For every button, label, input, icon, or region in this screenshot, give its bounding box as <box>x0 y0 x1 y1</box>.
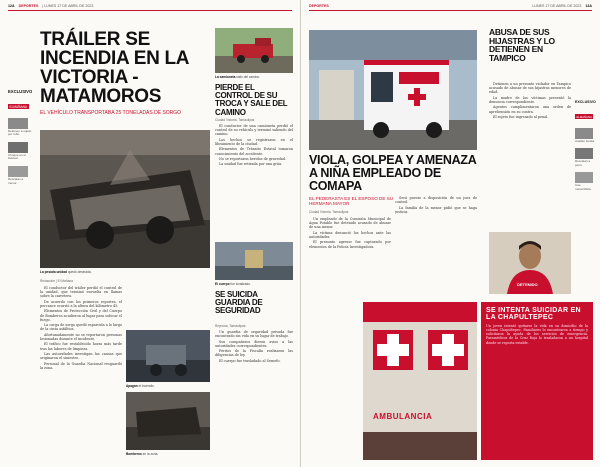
redbox-body: Un joven intentó quitarse la vida en su domicilio de la colonia Chapultepec. Familiares lo encontraron a tiempo y solicitaron la ayuda de los servicios de emergencia. Paramédicos de la Cruz Roja lo trasladaron a un hospital donde se reporta estable. <box>486 323 588 345</box>
main-photo-caption <box>40 270 210 274</box>
sidebar-item[interactable] <box>8 118 32 137</box>
pickup-headline: PIERDE EL CONTROL DE SU TROCA Y SALE DEL CAMINO <box>215 83 288 117</box>
paragraph: El sujeto fue ingresado al penal. <box>493 114 549 119</box>
abuse-article-body <box>489 82 571 227</box>
sidebar-title: EXCLUSIVO <box>575 100 596 104</box>
sidebar-thumbnail <box>575 128 593 139</box>
paragraph: El cuerpo fue trasladado al Semefo. <box>219 358 281 363</box>
paragraph: Los hechos se registraron en el libramiento de la ciudad. <box>215 137 293 146</box>
sidebar-badge: ELMAÑANA <box>576 114 592 119</box>
section-name: DEPORTES <box>18 4 39 8</box>
burned-truck-image <box>126 392 210 450</box>
paragraph: Personal de la Guardia Nacional resguardó la zona. <box>40 361 122 370</box>
firefighters-image <box>126 330 210 382</box>
paragraph: Será puesto a disposición de un juez de control. <box>395 196 477 205</box>
suicide-attempt-box <box>481 302 593 460</box>
paragraph: Elementos de Tránsito Estatal tomaron conocimiento del accidente. <box>215 147 293 156</box>
sidebar-item-text: Choque en el bulevar. <box>8 152 26 161</box>
main-byline: Redacción | El Mañana <box>40 279 73 283</box>
paragraph: La unidad fue retirada por una grúa. <box>219 162 283 167</box>
caption-text: quedó destruida. <box>67 270 92 274</box>
ambulance-night-image <box>363 302 477 460</box>
pickup-byline: Ciudad Victoria, Tamaulipas <box>215 118 255 122</box>
paragraph: La carga de sorgo quedó esparcida a lo largo de la cinta asfáltica. <box>40 323 122 332</box>
paragraph: El conductor de una camioneta perdió el control de su vehículo y terminó saliendo del camino. <box>215 124 293 137</box>
sidebar-thumbnail <box>8 166 28 177</box>
guard-photo <box>215 242 293 280</box>
paragraph: No se reportaron heridos de gravedad. <box>219 156 287 161</box>
sidebar-thumbnail <box>8 118 28 129</box>
pickup-image <box>215 28 293 73</box>
guard-byline: Reynosa, Tamaulipas <box>215 324 246 328</box>
page-date: LUNES 17 DE ABRIL DE 2023 <box>532 4 582 8</box>
main-headline: TRÁILER SE INCENDIA EN LA VICTORIA - MATAMOROS <box>40 29 189 107</box>
section-name: DEPORTES <box>309 4 329 8</box>
sidebar-item[interactable] <box>575 172 597 191</box>
main-subhead: EL VEHÍCULO TRANSPORTABA 25 TONELADAS DE SORGO <box>40 110 182 116</box>
paragraph: El conductor del tráiler perdió el control de la unidad, que terminó envuelta en llamas sobre la carretera. <box>40 286 122 299</box>
paragraph: Detienen a un presunto violador en Tampico acusado de abusar de sus hijastras menores de edad. <box>489 82 571 95</box>
truck-fire-photo <box>40 130 210 268</box>
sidebar-item[interactable] <box>8 166 32 185</box>
sidebar-title: EXCLUSIVO <box>8 89 33 94</box>
sidebar-thumbnail <box>575 148 593 159</box>
guard-caption <box>215 282 293 286</box>
small-photo-caption-1 <box>126 384 210 388</box>
page-number: 13A <box>585 4 592 8</box>
pickup-caption <box>215 75 293 79</box>
ambulance-image <box>309 30 477 150</box>
paragraph: Un guardia de seguridad privada fue encontrado sin vida en su lugar de trabajo. <box>215 330 293 339</box>
pickup-article-body <box>215 124 293 232</box>
right-page-header-left <box>309 2 329 10</box>
sidebar-item-text: Cae motociclista. <box>575 183 592 191</box>
sidebar-item-text: Rescatan a menor. <box>8 176 24 185</box>
paragraph: El presunto agresor fue capturado por elementos de la Policía Investigadora. <box>309 240 391 249</box>
paragraph: La madre de las víctimas presentó la denuncia correspondiente. <box>489 95 571 104</box>
paragraph: De acuerdo con los primeros reportes, el percance ocurrió a la altura del kilómetro 45. <box>40 299 122 308</box>
guard-image <box>215 242 293 280</box>
paragraph: Un empleado de la Comisión Municipal de Agua Potable fue detenido acusado de abusar de una menor. <box>309 217 391 230</box>
page-number: 12A <box>8 4 15 8</box>
truck-fire-image <box>40 130 210 268</box>
sidebar-item-text: Rescatan a perro. <box>575 159 591 167</box>
paragraph: Agentes cumplimentaron una orden de aprehensión en su contra. <box>489 105 571 114</box>
paragraph: Afortunadamente no se reportaron personas lesionadas durante el incidente. <box>40 332 122 341</box>
main-subhead: EL PEDERASTA ES EL ESPOSO DE SU HERMANA MAYOR <box>309 196 394 207</box>
detainee-photo <box>489 232 571 294</box>
detainee-tag: DETENIDO <box>517 282 538 287</box>
caption-text: en la zona. <box>142 452 159 456</box>
caption-text: fue localizado. <box>230 282 251 286</box>
paragraph: Elementos de Protección Civil y del Cuerpo de Bomberos acudieron al lugar para sofocar el fuego. <box>40 309 122 322</box>
redbox-title: SE INTENTA SUICIDAR EN LA CHAPULTEPEC <box>486 307 581 322</box>
left-page-header <box>8 2 93 10</box>
paragraph: La víctima denunció los hechos ante las autoridades. <box>309 230 391 239</box>
pickup-photo <box>215 28 293 73</box>
ambulance-label: AMBULANCIA <box>373 412 433 421</box>
caption-bold: El cuerpo <box>215 282 230 286</box>
paragraph: Sus compañeros dieron aviso a las autoridades correspondientes. <box>215 339 293 348</box>
sidebar-thumbnail <box>575 172 593 183</box>
sidebar-item-text: Detienen a sujeto por robo. <box>8 128 32 137</box>
sidebar-item[interactable] <box>8 142 32 161</box>
caption-bold: Bomberos <box>126 452 142 456</box>
right-page <box>300 0 600 467</box>
firefighters-photo <box>126 330 210 382</box>
sidebar-item-text: Asaltan tienda. <box>575 138 595 143</box>
header-rule <box>309 10 592 11</box>
caption-bold: Apagan <box>126 384 138 388</box>
sidebar-item[interactable] <box>575 148 597 167</box>
main-byline: Ciudad Victoria, Tamaulipas <box>309 210 349 214</box>
main-headline: VIOLA, GOLPEA Y AMENAZA A NIÑA EMPLEADO DE COMAPA <box>309 153 476 193</box>
main-article-body-col2 <box>395 196 477 296</box>
ambulance-photo <box>309 30 477 150</box>
sidebar-item[interactable] <box>575 128 597 144</box>
main-article-body <box>40 286 122 456</box>
guard-article-body <box>215 330 293 458</box>
caption-bold: La camioneta <box>215 75 236 79</box>
small-photo-caption-2 <box>126 452 210 456</box>
caption-bold: La pesada unidad <box>40 270 67 274</box>
sidebar-badge: ELMAÑANA <box>9 104 28 109</box>
burned-truck-photo <box>126 392 210 450</box>
right-page-header-right <box>532 2 592 10</box>
guard-headline: SE SUICIDA GUARDIA DE SEGURIDAD <box>215 290 263 316</box>
sidebar-thumbnail <box>8 142 28 153</box>
main-article-body <box>309 217 391 297</box>
paragraph: Las autoridades investigan las causas que originaron el siniestro. <box>40 351 122 361</box>
exclusive-sidebar <box>575 100 597 192</box>
page-date: | LUNES 17 DE ABRIL DE 2023 <box>42 4 94 8</box>
paragraph: El tráfico fue restablecido horas más tarde tras las labores de limpieza. <box>40 342 122 351</box>
header-rule <box>8 10 292 11</box>
exclusive-sidebar <box>8 90 32 185</box>
caption-text: salió del camino. <box>236 75 261 79</box>
paragraph: La familia de la menor pidió que se haga justicia. <box>395 205 477 214</box>
abuse-headline: ABUSA DE SUS HIJASTRAS Y LO DETIENEN EN TAMPICO <box>489 27 555 63</box>
paragraph: Peritos de la Fiscalía realizaron las diligencias de ley. <box>215 349 293 358</box>
caption-text: el incendio. <box>138 384 155 388</box>
ambulance-night-photo <box>363 302 477 460</box>
